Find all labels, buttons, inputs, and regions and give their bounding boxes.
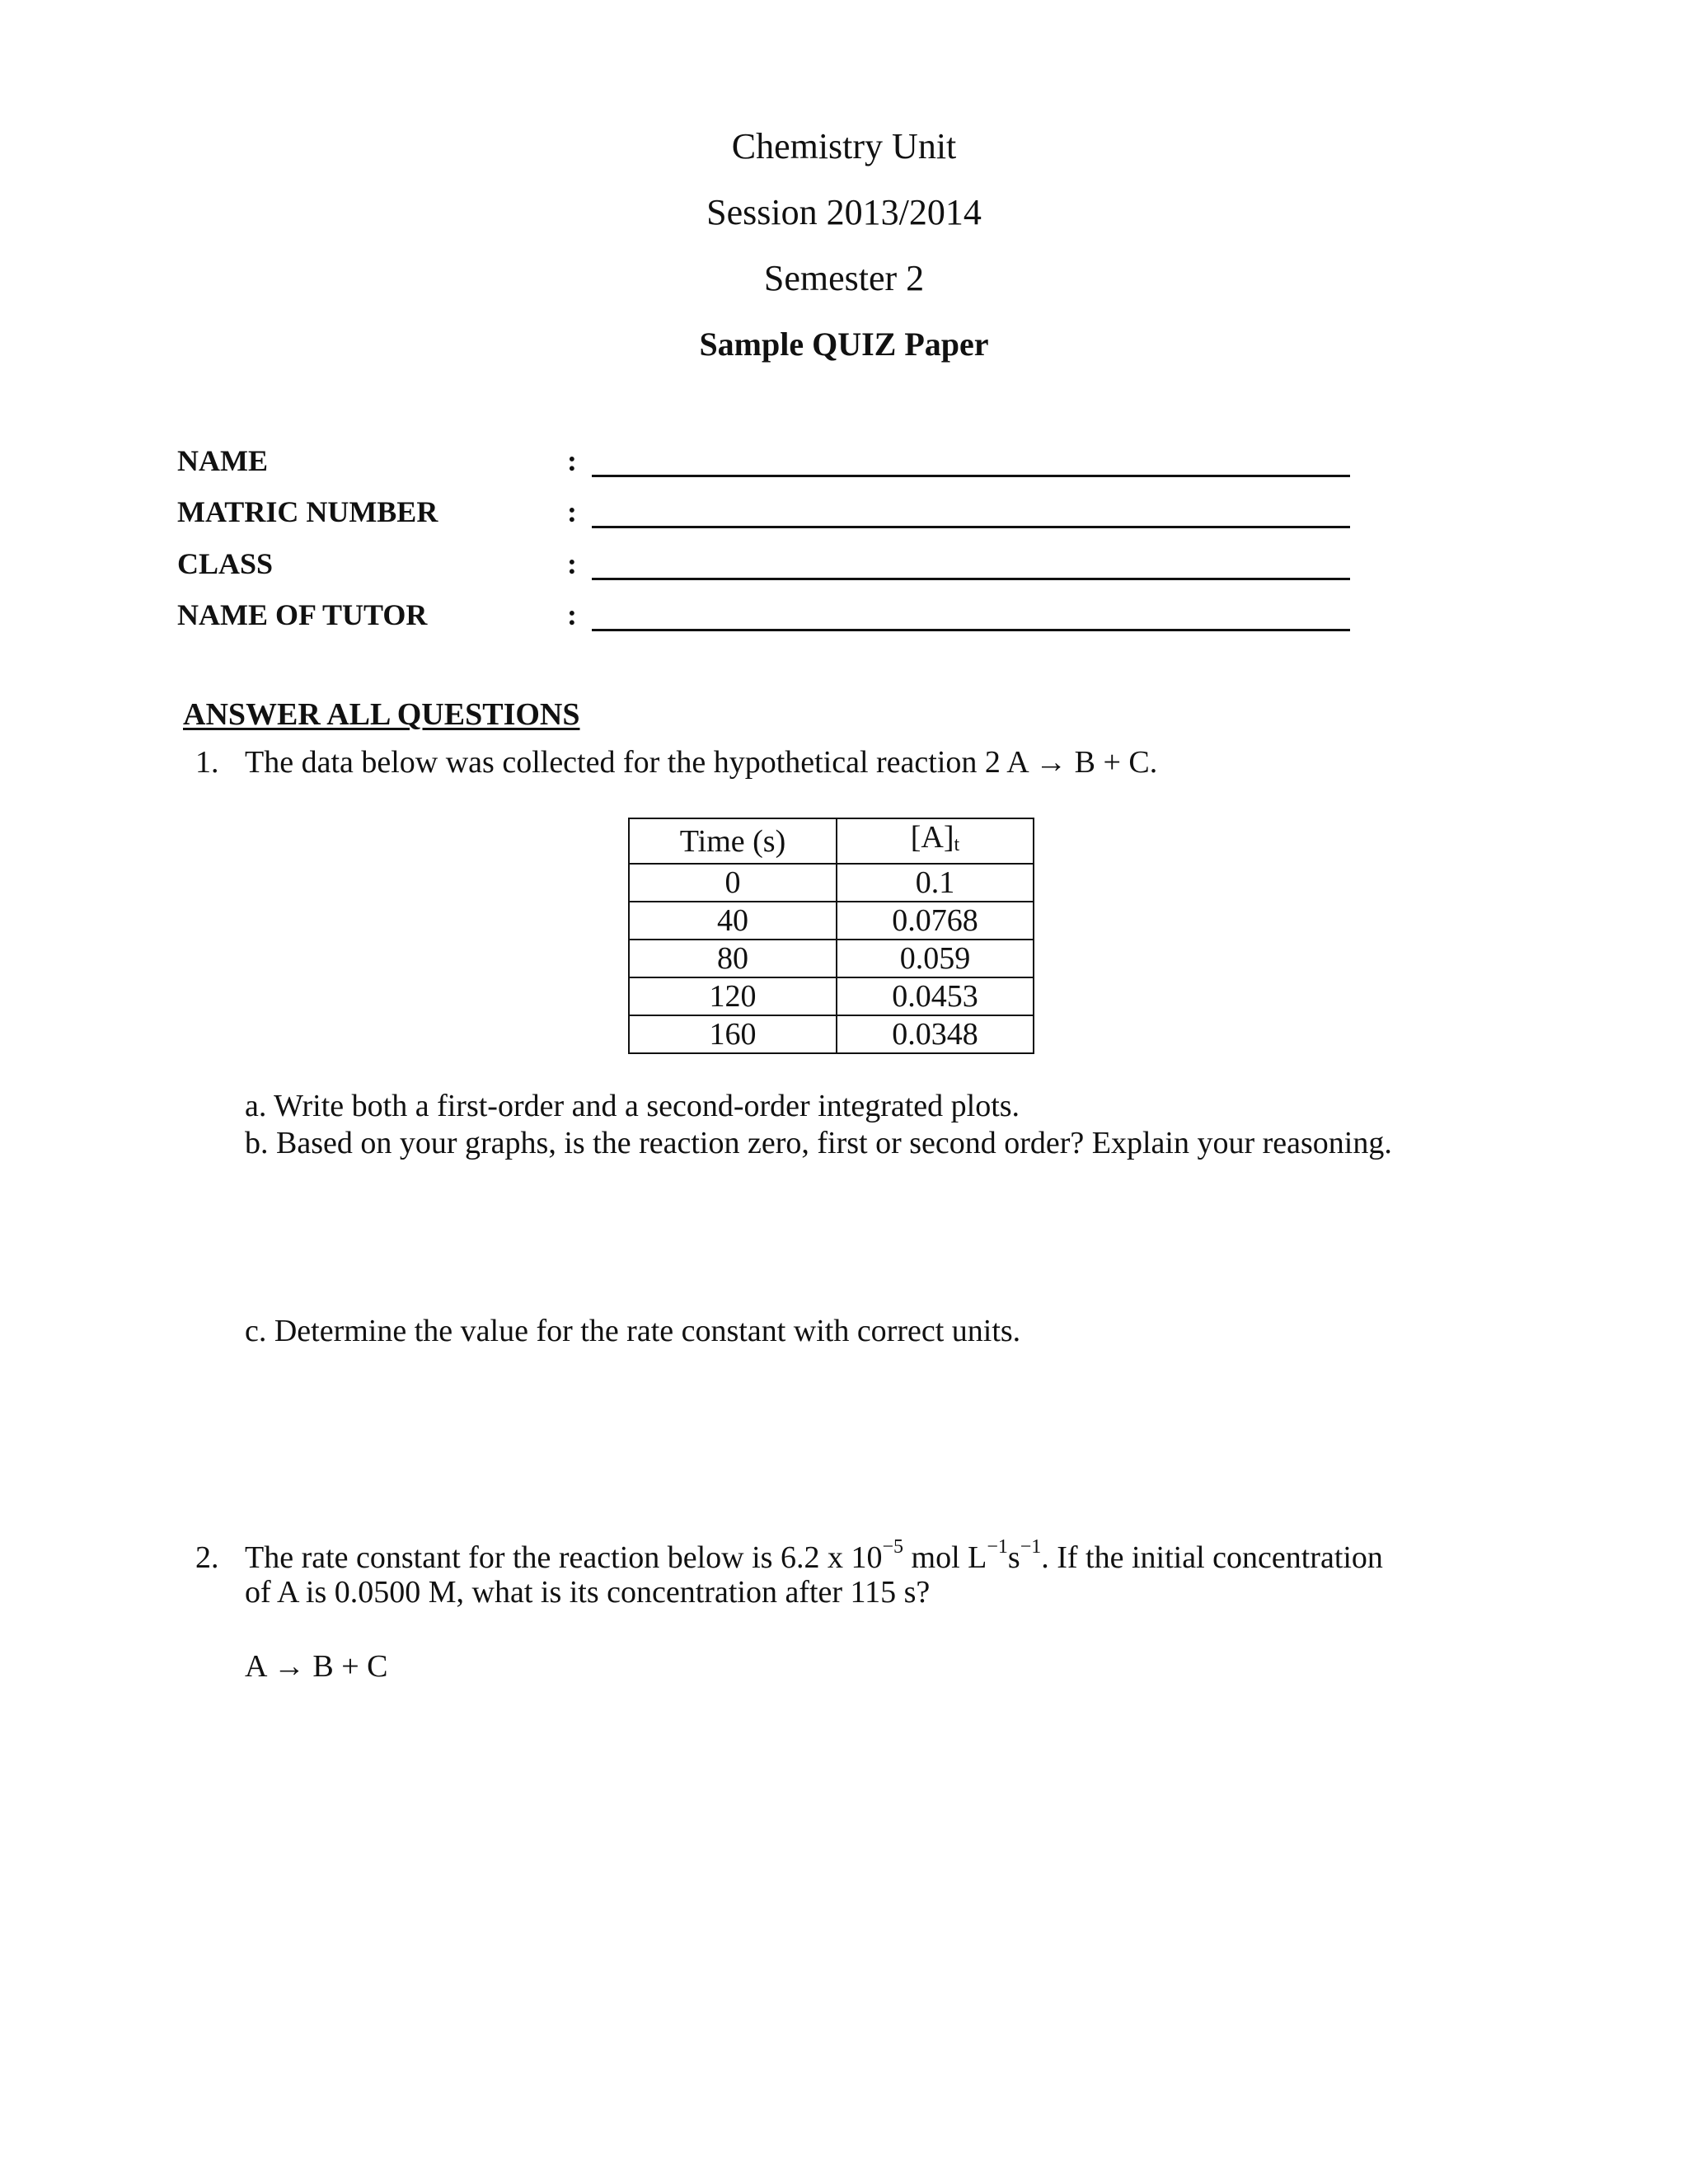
- class-entry-line[interactable]: [592, 578, 1350, 580]
- concentration-column-header: [A]t: [837, 818, 1034, 864]
- class-field-row: [0, 546, 1688, 588]
- table-header-row: [629, 818, 1034, 864]
- semester-heading: Semester 2: [763, 258, 925, 298]
- matric-number-entry-line[interactable]: [592, 526, 1350, 528]
- concentration-cell: 0.0453: [837, 977, 1034, 1015]
- question-2-number: 2.: [195, 1540, 219, 1575]
- matric-colon: :: [567, 495, 577, 528]
- time-column-header: Time (s): [629, 818, 837, 864]
- kinetics-data-table: [628, 818, 1034, 1054]
- matric-number-label: MATRIC NUMBER: [177, 495, 438, 528]
- time-cell: 160: [629, 1015, 837, 1053]
- tutor-label: NAME OF TUTOR: [177, 598, 428, 631]
- matric-field-row: [0, 494, 1688, 536]
- time-cell: 0: [629, 864, 837, 902]
- concentration-cell: 0.0348: [837, 1015, 1034, 1053]
- tutor-colon: :: [567, 598, 577, 631]
- question-2-line-2: of A is 0.0500 M, what is its concentration after 115 s?: [245, 1575, 931, 1610]
- question-1a: a. Write both a first-order and a second-order integrated plots.: [245, 1089, 1020, 1123]
- table-row: [629, 940, 1034, 977]
- class-label: CLASS: [177, 547, 274, 580]
- table-row: [629, 977, 1034, 1015]
- concentration-cell: 0.1: [837, 864, 1034, 902]
- question-1c: c. Determine the value for the rate constant with correct units.: [245, 1314, 1021, 1348]
- paper-title: Sample QUIZ Paper: [699, 326, 989, 363]
- concentration-cell: 0.059: [837, 940, 1034, 977]
- question-2-line-1: The rate constant for the reaction below is 6.2 x $10^{-5}$ mol $L^{-1}s^{-1}$. If the initial concentration: [245, 1536, 1383, 1575]
- tutor-entry-line[interactable]: [592, 629, 1350, 631]
- time-cell: 120: [629, 977, 837, 1015]
- question-1-number: 1.: [195, 745, 219, 780]
- tutor-field-row: [0, 598, 1688, 639]
- name-entry-line[interactable]: [592, 475, 1350, 477]
- concentration-cell: 0.0768: [837, 902, 1034, 940]
- instructions-heading: ANSWER ALL QUESTIONS: [183, 697, 580, 732]
- question-1-text: The data below was collected for the hypothetical reaction 2 A → B + C.: [245, 745, 1158, 780]
- class-colon: :: [567, 547, 577, 580]
- name-colon: :: [567, 444, 577, 477]
- question-1b: b. Based on your graphs, is the reaction zero, first or second order? Explain your reasoning.: [245, 1126, 1392, 1160]
- time-cell: 80: [629, 940, 837, 977]
- name-label: NAME: [177, 444, 268, 477]
- time-cell: 40: [629, 902, 837, 940]
- session-heading: Session 2013/2014: [706, 192, 982, 232]
- question-2-reaction: A → B + C: [245, 1649, 388, 1684]
- name-field-row: [0, 443, 1688, 485]
- table-row: [629, 902, 1034, 940]
- table-row: [629, 864, 1034, 902]
- unit-heading: Chemistry Unit: [731, 126, 957, 166]
- table-row: [629, 1015, 1034, 1053]
